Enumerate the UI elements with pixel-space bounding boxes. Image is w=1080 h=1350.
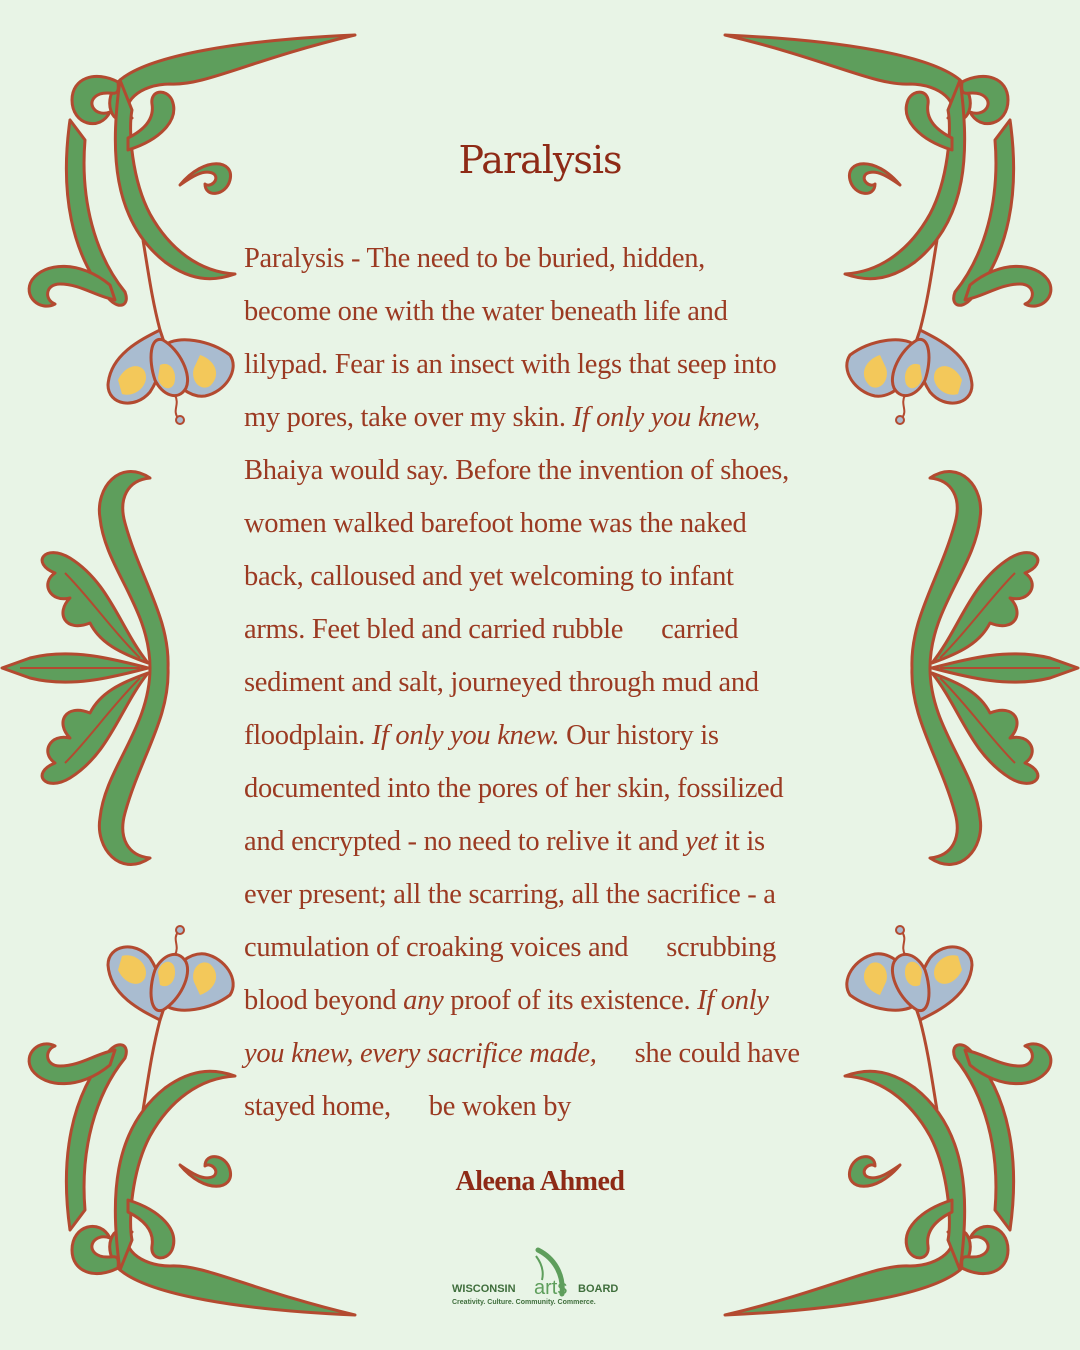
poem-segment: scrubbing	[666, 932, 776, 963]
poem-body	[244, 232, 844, 1133]
poem-italic-segment: you knew, every sacrifice made,	[244, 1038, 597, 1069]
logo-arts: arts	[534, 1277, 568, 1299]
poem-line	[244, 709, 844, 762]
poem-segment: it is	[717, 826, 765, 857]
poem-line	[244, 1080, 844, 1133]
poem-italic-segment: any	[403, 985, 444, 1016]
poem-segment: become one with the water beneath life and	[244, 296, 728, 327]
poem-segment: Our history is	[559, 720, 719, 751]
poem-line	[244, 762, 844, 815]
poem-line	[244, 868, 844, 921]
poem-segment: cumulation of croaking voices and	[244, 932, 629, 963]
poem-segment: ever present; all the scarring, all the sacrifice - a	[244, 879, 776, 910]
poem-italic-segment: If only	[697, 985, 769, 1016]
poem-line	[244, 444, 844, 497]
poem-line	[244, 603, 844, 656]
poem-segment: Bhaiya would say. Before the invention of shoes,	[244, 455, 789, 486]
poem-segment: women walked barefoot home was the naked	[244, 508, 747, 539]
poem-segment: carried	[661, 614, 739, 645]
poem-line	[244, 921, 844, 974]
poem-line	[244, 497, 844, 550]
poem-line	[244, 1027, 844, 1080]
logo-wisconsin: WISCONSIN	[452, 1283, 516, 1295]
poem-segment: stayed home,	[244, 1091, 391, 1122]
poem-segment: lilypad. Fear is an insect with legs that seep into	[244, 349, 777, 380]
ornament-middle-left	[0, 458, 170, 878]
poem-line	[244, 656, 844, 709]
poem-segment: she could have	[634, 1038, 800, 1069]
poem-segment: Paralysis - The need to be buried, hidden,	[244, 243, 705, 274]
poem-segment: be woken by	[428, 1091, 572, 1122]
poem-segment: sediment and salt, journeyed through mud and	[244, 667, 759, 698]
poem-line	[244, 391, 844, 444]
poem-line	[244, 232, 844, 285]
poem-italic-segment: If only you knew.	[371, 720, 560, 751]
logo-tagline: Creativity. Culture. Community. Commerce.	[452, 1299, 596, 1306]
logo-board: BOARD	[578, 1283, 619, 1295]
poem-italic-segment: yet	[685, 826, 718, 857]
poem-line	[244, 974, 844, 1027]
poem-title: Paralysis	[458, 138, 622, 182]
poem-segment: documented into the pores of her skin, fossilized	[244, 773, 784, 804]
poem-segment: my pores, take over my skin.	[244, 402, 573, 433]
poem-segment: blood beyond	[244, 985, 404, 1016]
poem-line	[244, 338, 844, 391]
author-name: Aleena Ahmed	[455, 1166, 625, 1197]
poem-segment: floodplain.	[244, 720, 372, 751]
poem-italic-segment: If only you knew,	[572, 402, 760, 433]
ornament-middle-right	[910, 458, 1080, 878]
poem-line	[244, 285, 844, 338]
poem-segment: arms. Feet bled and carried rubble	[244, 614, 624, 645]
poem-segment: back, calloused and yet welcoming to infant	[244, 561, 734, 592]
poem-segment: proof of its existence.	[443, 985, 698, 1016]
wisconsin-arts-board-logo	[450, 1246, 630, 1306]
poem-line	[244, 550, 844, 603]
poem-segment: and encrypted - no need to relive it and	[244, 826, 686, 857]
poem-line	[244, 815, 844, 868]
